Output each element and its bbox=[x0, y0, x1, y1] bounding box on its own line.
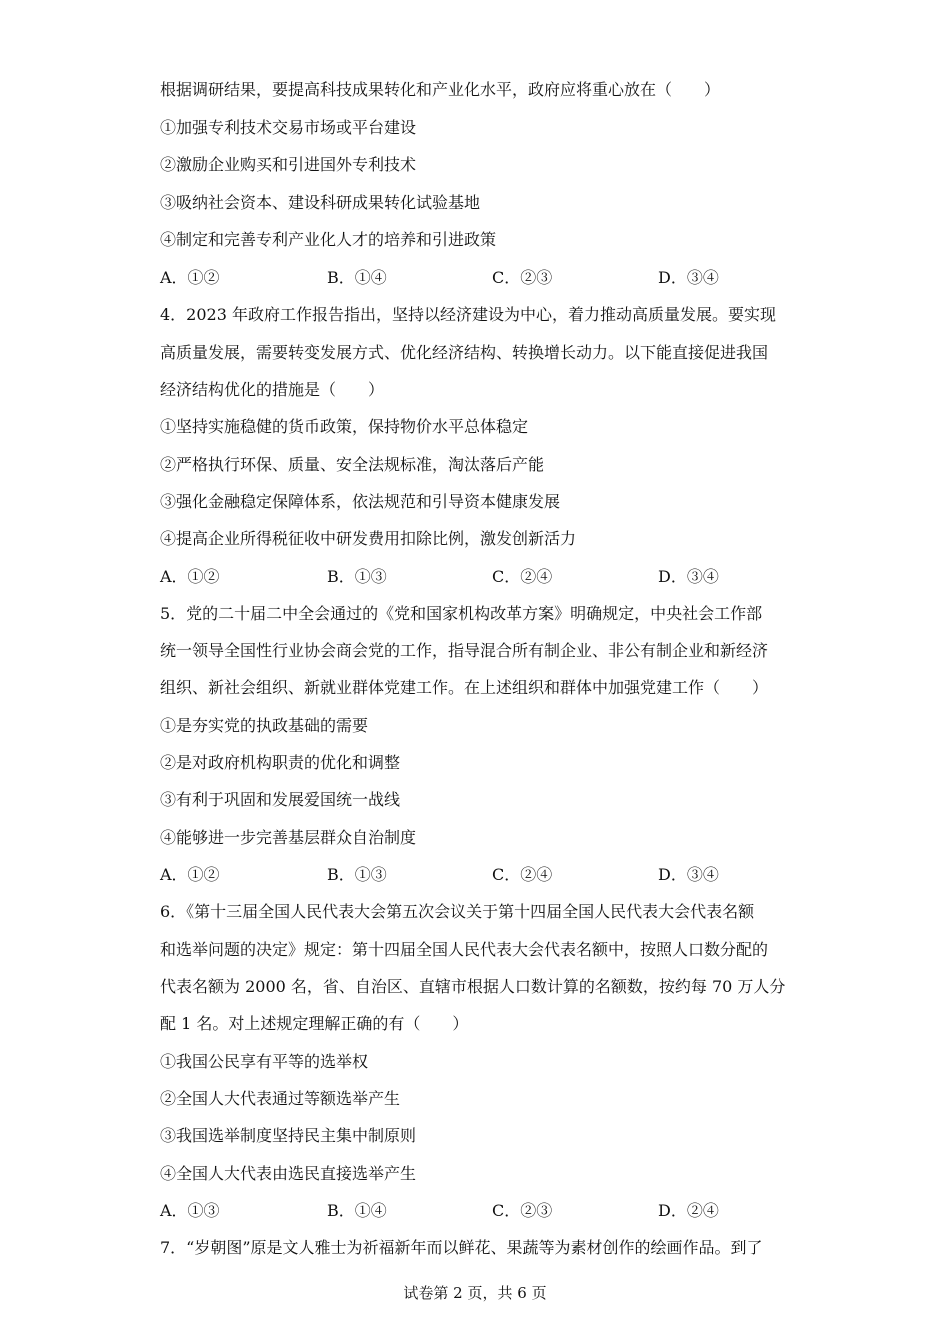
statement-4: ④制定和完善专利产业化人才的培养和引进政策 bbox=[160, 230, 497, 249]
statement-3: ③我国选举制度坚持民主集中制原则 bbox=[160, 1126, 417, 1145]
question-stem-line-3: 代表名额为 2000 名，省、自治区、直辖市根据人口数计算的名额数，按约每 70 万人分 bbox=[160, 977, 786, 996]
option-d[interactable]: D．③④ bbox=[658, 268, 719, 287]
option-d[interactable]: D．③④ bbox=[658, 567, 719, 586]
option-b[interactable]: B．①④ bbox=[327, 268, 387, 287]
question-stem-line-2: 和选举问题的决定》规定：第十四届全国人民代表大会代表名额中，按照人口数分配的 bbox=[160, 940, 769, 959]
statement-3: ③有利于巩固和发展爱国统一战线 bbox=[160, 790, 401, 809]
statement-1: ①坚持实施稳健的货币政策，保持物价水平总体稳定 bbox=[160, 417, 529, 436]
statement-2: ②激励企业购买和引进国外专利技术 bbox=[160, 155, 417, 174]
question-stem-line-2: 高质量发展，需要转变发展方式、优化经济结构、转换增长动力。以下能直接促进我国 bbox=[160, 343, 769, 362]
question-stem-line-4: 配 1 名。对上述规定理解正确的有（ ） bbox=[160, 1014, 469, 1033]
statement-4: ④能够进一步完善基层群众自治制度 bbox=[160, 828, 417, 847]
answer-options bbox=[160, 267, 800, 289]
option-a[interactable]: A．①② bbox=[160, 567, 220, 586]
statement-2: ②严格执行环保、质量、安全法规标准，淘汰落后产能 bbox=[160, 455, 545, 474]
question-stem: 根据调研结果，要提高科技成果转化和产业化水平，政府应将重心放在（ ） bbox=[160, 80, 721, 99]
option-a[interactable]: A．①② bbox=[160, 268, 220, 287]
option-b[interactable]: B．①④ bbox=[327, 1201, 387, 1220]
statement-1: ①我国公民享有平等的选举权 bbox=[160, 1052, 369, 1071]
statement-1: ①加强专利技术交易市场或平台建设 bbox=[160, 118, 417, 137]
answer-options bbox=[160, 1200, 800, 1222]
option-c[interactable]: C．②④ bbox=[492, 567, 553, 586]
statement-4: ④全国人大代表由选民直接选举产生 bbox=[160, 1164, 417, 1183]
answer-options bbox=[160, 566, 800, 588]
option-d[interactable]: D．③④ bbox=[658, 865, 719, 884]
option-a[interactable]: A．①② bbox=[160, 865, 220, 884]
question-stem-line-3: 经济结构优化的措施是（ ） bbox=[160, 380, 385, 399]
question-stem-line-3: 组织、新社会组织、新就业群体党建工作。在上述组织和群体中加强党建工作（ ） bbox=[160, 678, 769, 697]
option-a[interactable]: A．①③ bbox=[160, 1201, 220, 1220]
option-b[interactable]: B．①③ bbox=[327, 865, 387, 884]
question-stem-line-1: 7．“岁朝图”原是文人雅士为祈福新年而以鲜花、果蔬等为素材创作的绘画作品。到了 bbox=[160, 1238, 763, 1257]
question-stem-line-1: 4．2023 年政府工作报告指出，坚持以经济建设为中心，着力推动高质量发展。要实现 bbox=[160, 305, 776, 324]
statement-3: ③吸纳社会资本、建设科研成果转化试验基地 bbox=[160, 193, 481, 212]
option-d[interactable]: D．②④ bbox=[658, 1201, 719, 1220]
statement-1: ①是夯实党的执政基础的需要 bbox=[160, 716, 369, 735]
question-stem-line-1: 6．《第十三届全国人民代表大会第五次会议关于第十四届全国人民代表大会代表名额 bbox=[160, 902, 755, 921]
option-b[interactable]: B．①③ bbox=[327, 567, 387, 586]
option-c[interactable]: C．②④ bbox=[492, 865, 553, 884]
question-stem-line-2: 统一领导全国性行业协会商会党的工作，指导混合所有制企业、非公有制企业和新经济 bbox=[160, 641, 769, 660]
question-stem-line-1: 5．党的二十届二中全会通过的《党和国家机构改革方案》明确规定，中央社会工作部 bbox=[160, 604, 763, 623]
statement-3: ③强化金融稳定保障体系，依法规范和引导资本健康发展 bbox=[160, 492, 561, 511]
page-footer: 试卷第 2 页，共 6 页 bbox=[403, 1284, 547, 1302]
answer-options bbox=[160, 864, 800, 886]
statement-2: ②是对政府机构职责的优化和调整 bbox=[160, 753, 401, 772]
statement-4: ④提高企业所得税征收中研发费用扣除比例，激发创新活力 bbox=[160, 529, 577, 548]
option-c[interactable]: C．②③ bbox=[492, 268, 553, 287]
statement-2: ②全国人大代表通过等额选举产生 bbox=[160, 1089, 401, 1108]
option-c[interactable]: C．②③ bbox=[492, 1201, 553, 1220]
